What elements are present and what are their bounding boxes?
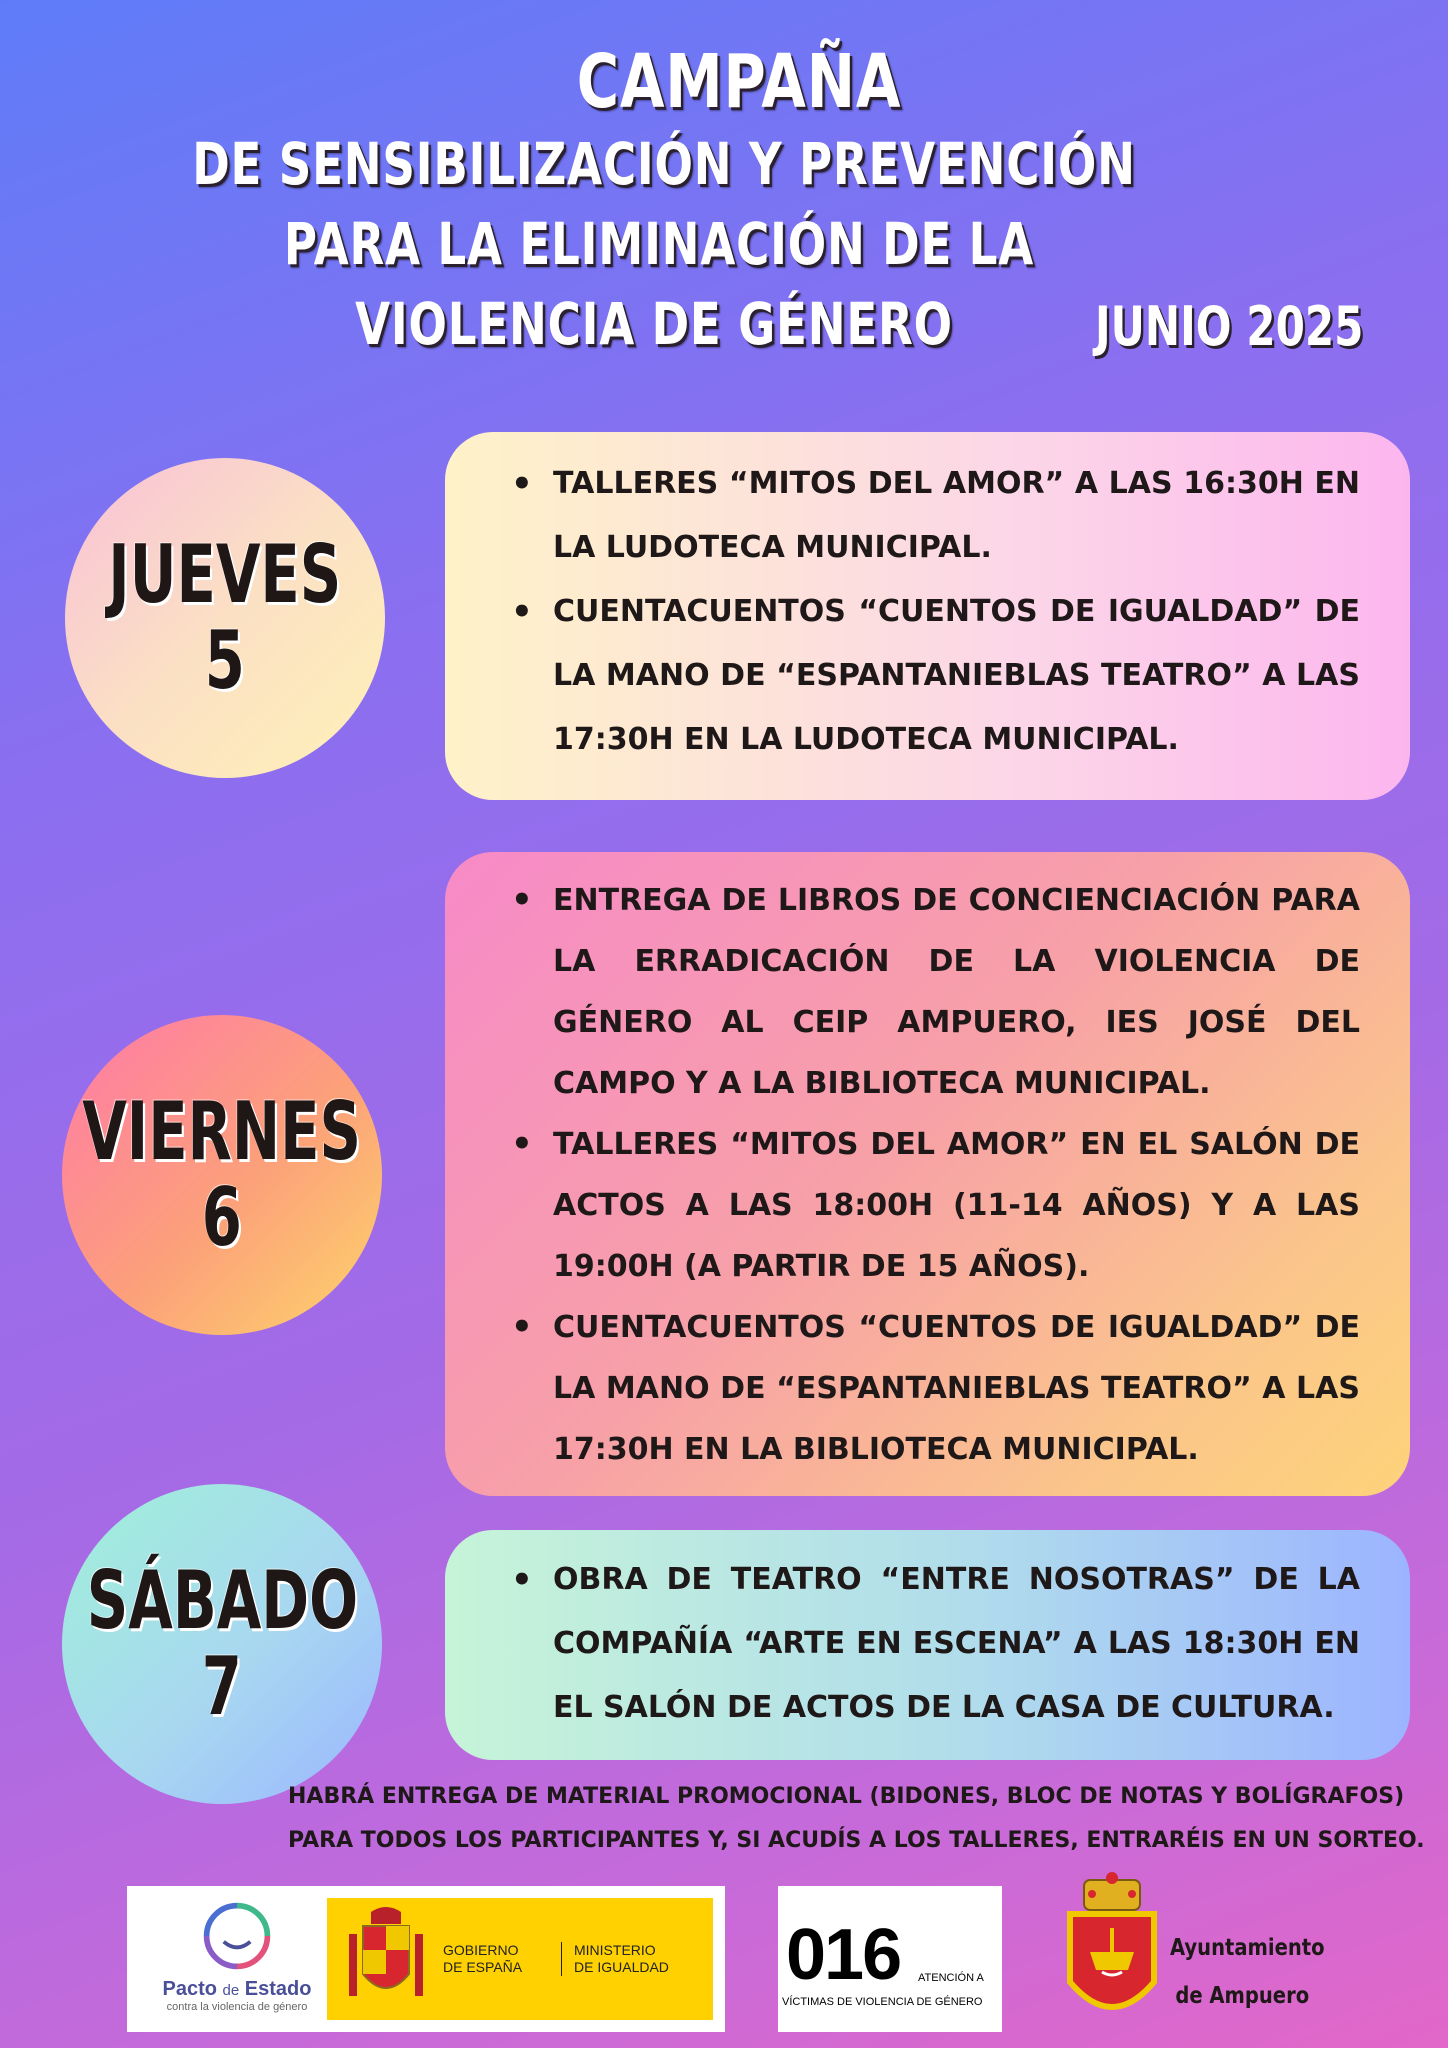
day-circle-thursday xyxy=(65,458,385,778)
promo-note-line1: HABRÁ ENTREGA DE MATERIAL PROMOCIONAL (BIDONES, BLOC DE NOTAS Y BOLÍGRAFOS) xyxy=(288,1784,1405,1809)
pacto-de-estado-logo xyxy=(147,1898,327,2022)
promo-note-line2: PARA TODOS LOS PARTICIPANTES Y, SI ACUDÍS A LOS TALLERES, ENTRARÉIS EN UN SORTEO. xyxy=(288,1828,1425,1853)
campaign-subtitle-line2: PARA LA ELIMINACIÓN DE LA xyxy=(283,210,1035,278)
day-number: 5 xyxy=(204,614,246,707)
coat-of-arms-icon xyxy=(341,1904,431,2014)
ampuero-shield-icon xyxy=(1062,1872,1162,2034)
event-item: • CUENTACUENTOS “CUENTOS DE IGUALDAD” DE LA MANO DE “ESPANTANIEBLAS TEATRO” A LAS 17:30H EN LA BIBLIOTECA MUNICIPAL. xyxy=(505,1297,1360,1480)
events-card-thursday xyxy=(445,432,1410,800)
campaign-title: CAMPAÑA xyxy=(576,39,902,125)
day-circle-friday xyxy=(62,1015,382,1335)
hotline-label-line2: VÍCTIMAS DE VIOLENCIA DE GÉNERO xyxy=(782,1996,983,2008)
gobierno-espana-logo xyxy=(327,1898,713,2020)
bullet-icon: • xyxy=(511,464,533,504)
campaign-month: JUNIO 2025 xyxy=(1095,295,1364,358)
hotline-number: 016 xyxy=(786,1915,901,1995)
campaign-subtitle-line3: VIOLENCIA DE GÉNERO xyxy=(355,290,953,358)
gobierno-text: GOBIERNO DE ESPAÑA xyxy=(443,1942,523,1975)
events-card-friday xyxy=(445,852,1410,1496)
hotline-label-line1: ATENCIÓN A xyxy=(918,1972,984,1984)
campaign-subtitle-line1: DE SENSIBILIZACIÓN Y PREVENCIÓN xyxy=(192,130,1136,198)
event-list xyxy=(505,1548,1360,1740)
day-circle-saturday xyxy=(62,1484,382,1804)
event-list xyxy=(505,450,1360,772)
pacto-title: Pacto de Estado xyxy=(162,1978,312,2000)
day-name: VIERNES xyxy=(82,1085,362,1178)
bullet-icon: • xyxy=(511,1307,533,1347)
events-card-saturday xyxy=(445,1530,1410,1760)
day-name: JUEVES xyxy=(108,528,342,621)
pacto-ring-icon xyxy=(199,1898,275,1974)
bullet-icon: • xyxy=(511,880,533,920)
bullet-icon: • xyxy=(511,1560,533,1600)
day-number: 6 xyxy=(201,1171,243,1264)
event-list xyxy=(505,870,1360,1480)
ministerio-text: MINISTERIO DE IGUALDAD xyxy=(561,1942,681,1976)
bullet-icon: • xyxy=(511,592,533,632)
sponsor-logos-panel xyxy=(127,1886,725,2032)
day-name: SÁBADO xyxy=(86,1554,358,1647)
promo-note xyxy=(288,1775,1425,1863)
ayuntamiento-text: Ayuntamiento de Ampuero xyxy=(1170,1935,1325,2009)
event-item: • OBRA DE TEATRO “ENTRE NOSOTRAS” DE LA COMPAÑÍA “ARTE EN ESCENA” A LAS 18:30H EN EL SALÓN DE ACTOS DE LA CASA DE CULTURA. xyxy=(505,1548,1360,1740)
event-item: • TALLERES “MITOS DEL AMOR” A LAS 16:30H EN LA LUDOTECA MUNICIPAL. xyxy=(505,452,1360,580)
day-number: 7 xyxy=(201,1640,243,1733)
event-item: • ENTREGA DE LIBROS DE CONCIENCIACIÓN PARA LA ERRADICACIÓN DE LA VIOLENCIA DE GÉNERO AL CEIP AMPUERO, IES JOSÉ DEL CAMPO Y A LA BIBLIOTECA MUNICIPAL. xyxy=(505,870,1360,1114)
bullet-icon: • xyxy=(511,1124,533,1164)
event-item: • CUENTACUENTOS “CUENTOS DE IGUALDAD” DE LA MANO DE “ESPANTANIEBLAS TEATRO” A LAS 17:30H EN LA LUDOTECA MUNICIPAL. xyxy=(505,580,1360,772)
pacto-subtitle: contra la violencia de género xyxy=(166,2001,308,2013)
hotline-016-logo xyxy=(778,1886,1002,2032)
event-item: • TALLERES “MITOS DEL AMOR” EN EL SALÓN DE ACTOS A LAS 18:00H (11-14 AÑOS) Y A LAS 19:00H (A PARTIR DE 15 AÑOS). xyxy=(505,1114,1360,1297)
